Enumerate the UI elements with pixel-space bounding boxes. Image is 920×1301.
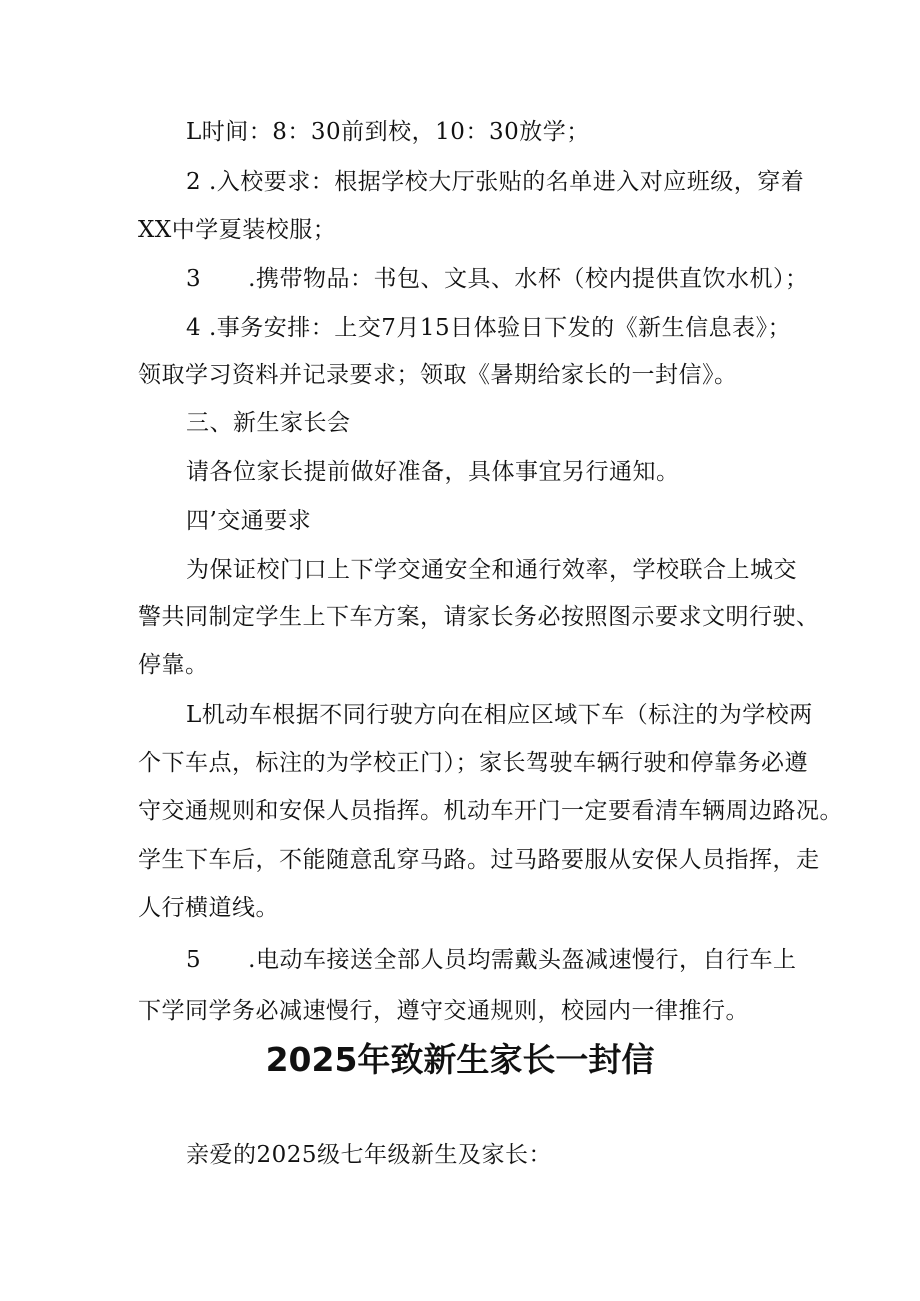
traffic-line-2: 警共同制定学生上下车方案，请家长务必按照图示要求文明行驶、 — [138, 604, 820, 630]
entry-requirement-line-1: 2 .入校要求：根据学校大厅张贴的名单进入对应班级，穿着 — [186, 169, 805, 195]
motor-vehicle-line-1: L机动车根据不同行驶方向在相应区域下车（标注的为学校两 — [186, 702, 813, 728]
section-heading-parent-meeting: 三、新生家长会 — [186, 410, 351, 436]
electric-bike-line-1: 5 .电动车接送全部人员均需戴头盔减速慢行，自行车上 — [186, 947, 797, 973]
traffic-line-3: 停靠。 — [138, 652, 209, 678]
parent-meeting-line: 请各位家长提前做好准备，具体事宜另行通知。 — [186, 459, 680, 485]
motor-vehicle-line-2: 个下车点，标注的为学校正门）；家长驾驶车辆行驶和停靠务必遵 — [138, 750, 808, 776]
electric-bike-line-2: 下学同学务必减速慢行，遵守交通规则，校园内一律推行。 — [138, 998, 749, 1024]
affairs-line-2: 领取学习资料并记录要求；领取《暑期给家长的一封信》。 — [138, 362, 738, 388]
affairs-line-1: 4 .事务安排：上交7月15日体验日下发的《新生信息表》； — [186, 315, 792, 341]
traffic-line-1: 为保证校门口上下学交通安全和通行效率，学校联合上城交 — [186, 557, 797, 583]
entry-requirement-line-2: XX中学夏装校服； — [138, 217, 337, 243]
letter-title: 2025年致新生家长一封信 — [265, 1040, 655, 1079]
motor-vehicle-line-5: 人行横道线。 — [138, 895, 279, 921]
items-to-bring-line: 3 .携带物品：书包、文具、水杯（校内提供直饮水机）； — [186, 266, 809, 292]
motor-vehicle-line-3: 守交通规则和安保人员指挥。机动车开门一定要看清车辆周边路况。 — [138, 798, 843, 824]
letter-salutation: 亲爱的2025级七年级新生及家长： — [186, 1142, 553, 1168]
motor-vehicle-line-4: 学生下车后，不能随意乱穿马路。过马路要服从安保人员指挥，走 — [138, 847, 820, 873]
section-heading-traffic: 四’交通要求 — [186, 508, 312, 534]
schedule-time-line: L时间：8：30前到校，10：30放学； — [186, 119, 590, 145]
